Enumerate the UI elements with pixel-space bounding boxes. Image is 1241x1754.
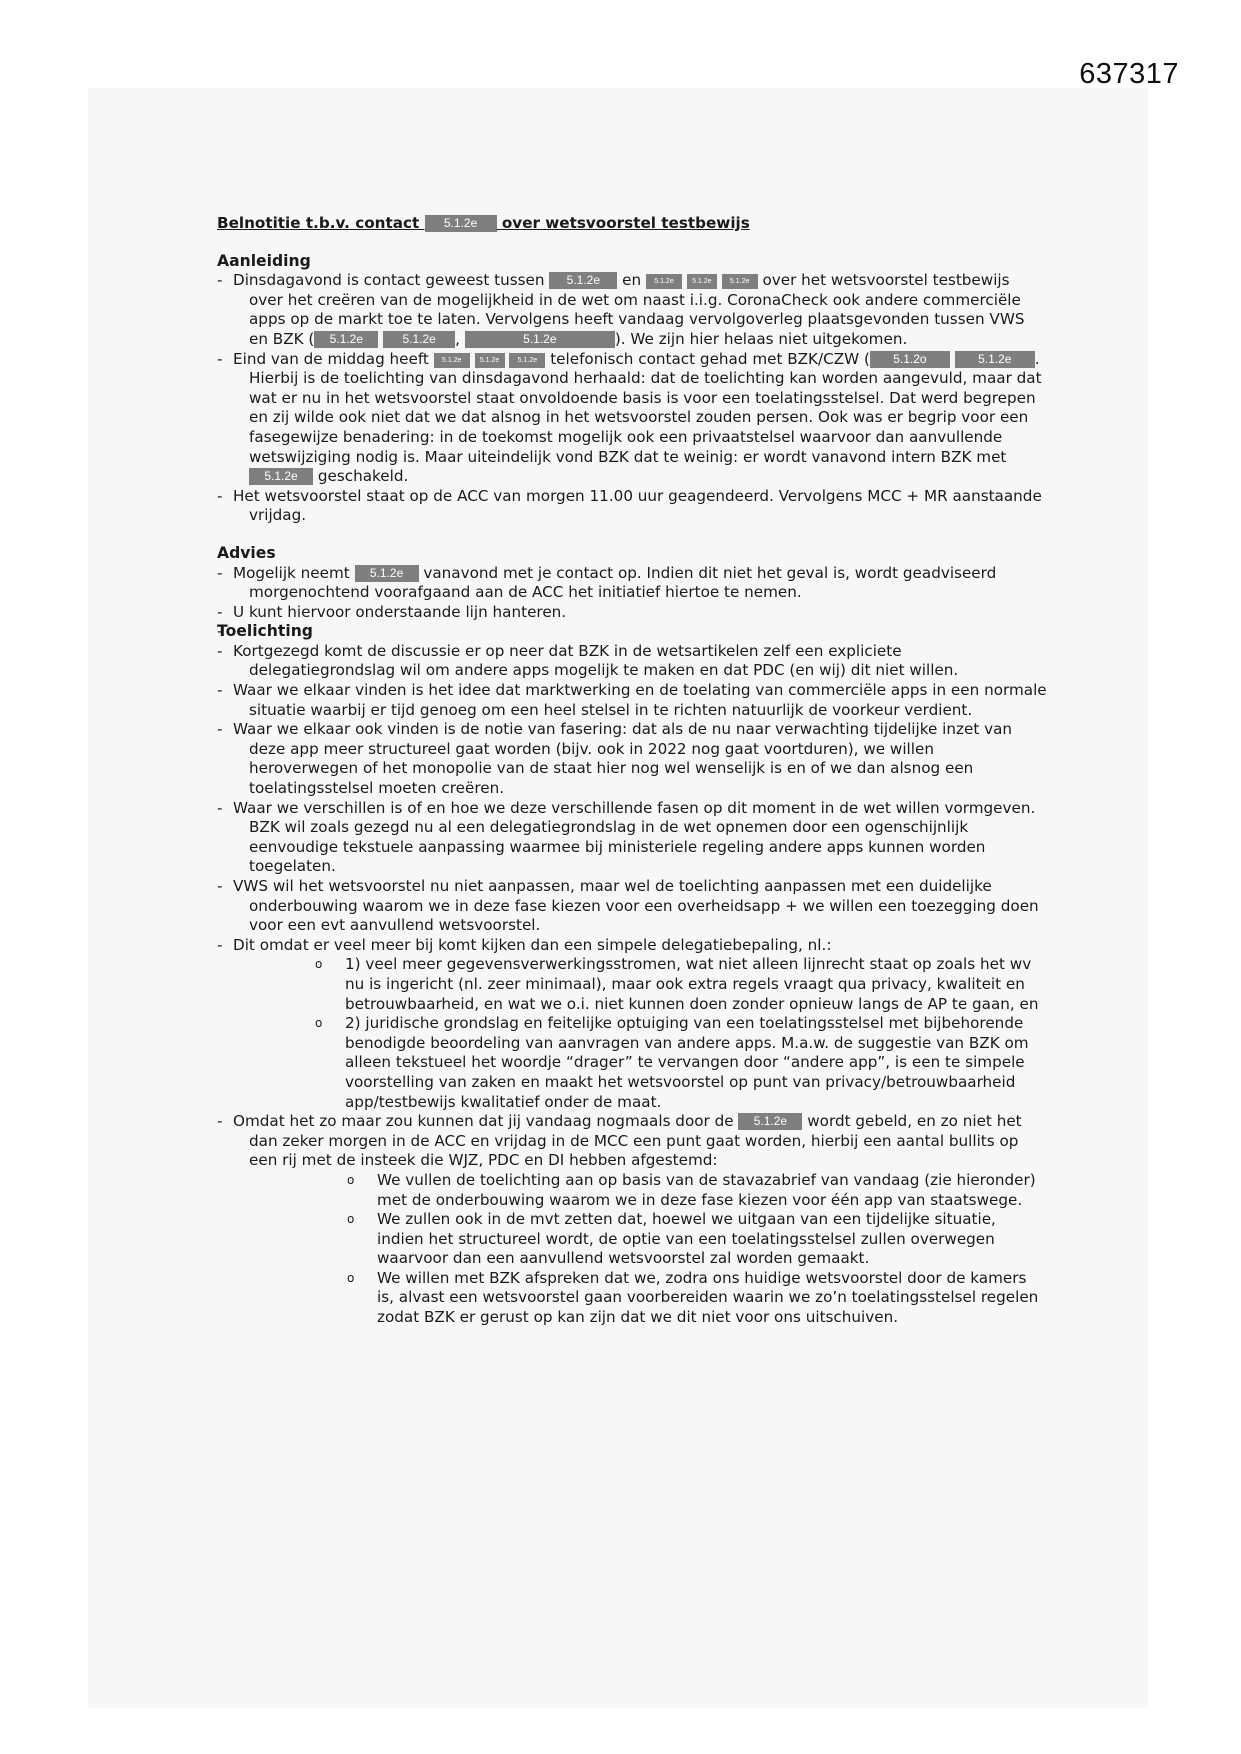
text-run: Dinsdagavond is contact geweest tussen [233, 271, 545, 290]
sub-list [249, 955, 1047, 1112]
list-item: - U kunt hiervoor onderstaande lijn hanteren. [217, 603, 1047, 623]
document-number: 637317 [1079, 58, 1179, 90]
list-item: - VWS wil het wetsvoorstel nu niet aanpassen, maar wel de toelichting aanpassen met een duidelijke onderbouwing waarom we in deze fase kiezen voor een overheidsapp + we willen een toezegging doen voor een evt aanvullend wetsvoorstel. [217, 877, 1047, 936]
list-item [217, 936, 1047, 1112]
text-run: telefonisch contact gehad met BZK/CZW ( [550, 349, 870, 368]
advies-list [217, 564, 1047, 623]
text-run: vanavond met je contact op. Indien dit niet het geval is, wordt geadviseerd morgenochtend voorafgaand aan de ACC het initiatief hiertoe te nemen. [249, 563, 997, 602]
redaction-box: 5.1.2e [955, 351, 1035, 368]
section-heading-aanleiding: Aanleiding [217, 251, 311, 270]
redaction-box: 5.1.2o [870, 351, 950, 368]
redaction-box: 5.1.2e [475, 353, 505, 368]
text-run: Mogelijk neemt [233, 563, 350, 582]
redaction-box: 5.1.2e [549, 272, 617, 289]
redaction-box: 5.1.2e [355, 565, 419, 582]
redaction-box: 5.1.2e [509, 353, 545, 368]
text-run: ). We zijn hier helaas niet uitgekomen. [614, 329, 908, 348]
redaction-box: 5.1.2e [249, 468, 313, 485]
text-run: over het wetsvoorstel testbewijs over het creëren van de mogelijkheid in de wet om naast i.i.g. CoronaCheck ook andere commerciële apps op de markt toe te laten. Vervolgens heeft vandaag vervolgoverleg plaatsgevonden tussen VWS en BZK ( [249, 271, 1025, 348]
redaction-box: 5.1.2e [314, 331, 378, 348]
text-run: . Hierbij is de toelichting van dinsdagavond herhaald: dat de toelichting kan worden aangevuld, maar dat wat er nu in het wetsvoorstel staat onvoldoende basis is voor een toelatingsstelsel. Dat werd begrepen en zij wilde ook niet dat we dat alsnog in het wetsvoorstel zouden persen. Ook was er begrip voor een fasegewijze benadering: in de toekomst mogelijk ook een privaatstelsel waarvoor dan aanvullende wetswijziging nodig is. Maar uiteindelijk vond BZK dat te weinig: er wordt vanavond intern BZK met [249, 349, 1042, 466]
redaction-box: 5.1.2e [425, 215, 497, 232]
sub-list-item: o We zullen ook in de mvt zetten dat, hoewel we uitgaan van een tijdelijke situatie, indien het structureel wordt, de optie van een toelatingsstelsel zullen overwegen waarvoor dan een aanvullend wetsvoorstel zal worden gemaakt. [377, 1210, 1047, 1269]
redaction-box: 5.1.2e [465, 331, 615, 348]
sub-list [249, 1171, 1047, 1328]
sub-list-item: o 2) juridische grondslag en feitelijke optuiging van een toelatingsstelsel met bijbehorende benodigde beoordeling van aanvragen van andere apps. M.a.w. de suggestie van BZK om alleen tekstueel het woordje “drager” te vervangen door “andere app”, is een te simpele voorstelling van zaken en maakt het wetsvoorstel op punt van privacy/betrouwbaarheid app/testbewijs kwalitatief onder de maat. [345, 1014, 1047, 1112]
redaction-box: 5.1.2e [434, 353, 470, 368]
redaction-box: 5.1.2e [738, 1113, 802, 1130]
text-run: en [622, 271, 642, 290]
sub-list-item: o 1) veel meer gegevensverwerkingsstromen, wat niet alleen lijnrecht staat op zoals het wv nu is ingericht (nl. zeer minimaal), maar ook extra regels vraagt qua privacy, kwaliteit en betrouwbaarheid, en wat we o.i. niet kunnen doen zonder opnieuw langs de AP te gaan, en [345, 955, 1047, 1014]
list-item [217, 1112, 1047, 1328]
redaction-box: 5.1.2e [687, 274, 717, 289]
section-heading-toelichting: Toelichting [217, 622, 313, 641]
text-run: Dit omdat er veel meer bij komt kijken dan een simpele delegatiebepaling, nl.: [233, 935, 832, 954]
toelichting-list [217, 642, 1047, 1328]
list-item: - Waar we verschillen is of en hoe we deze verschillende fasen op dit moment in de wet willen vormgeven. BZK wil zoals gezegd nu al een delegatiegrondslag in de wet opnemen door een ogenschijnlijk eenvoudige tekstuele aanpassing waarmee bij ministeriele regeling andere apps kunnen worden toegelaten. [217, 799, 1047, 877]
list-item: - Kortgezegd komt de discussie er op neer dat BZK in de wetsartikelen zelf een expliciete delegatiegrondslag wil om andere apps mogelijk te maken en dat PDC (en wij) dit niet willen. [217, 642, 1047, 681]
list-item: - Waar we elkaar vinden is het idee dat marktwerking en de toelating van commerciële apps in een normale situatie waarbij er tijd genoeg om een heel stelsel in te richten natuurlijk de voorkeur verdient. [217, 681, 1047, 720]
memo-title [217, 214, 1047, 234]
list-item: - Het wetsvoorstel staat op de ACC van morgen 11.00 uur geagendeerd. Vervolgens MCC + MR aanstaande vrijdag. [217, 487, 1047, 526]
title-part-1: Belnotitie t.b.v. contact [217, 214, 420, 232]
sub-list-item: o We vullen de toelichting aan op basis van de stavazabrief van vandaag (zie hieronder) met de onderbouwing waarom we in deze fase kiezen voor één app van staatswege. [377, 1171, 1047, 1210]
redaction-box: 5.1.2e [722, 274, 758, 289]
text-run: geschakeld. [317, 467, 409, 486]
list-item [217, 350, 1047, 487]
redaction-box: 5.1.2e [383, 331, 455, 348]
memo-page [217, 214, 1047, 1328]
section-heading-advies: Advies [217, 543, 276, 562]
sub-list-item: o We willen met BZK afspreken dat we, zodra ons huidige wetsvoorstel door de kamers is, alvast een wetsvoorstel gaan voorbereiden waarin we zo’n toelatingsstelsel regelen zodat BZK er gerust op kan zijn dat we dit niet voor ons uitschuiven. [377, 1269, 1047, 1328]
aanleiding-list [217, 271, 1047, 526]
redaction-box: 5.1.2e [646, 274, 682, 289]
text-run: Eind van de middag heeft [233, 349, 429, 368]
list-item: - Waar we elkaar ook vinden is de notie van fasering: dat als de nu naar verwachting tijdelijke inzet van deze app meer structureel gaat worden (bijv. ook in 2022 nog gaat voortduren), we willen heroverwegen of het monopolie van de staat hier nog wel wenselijk is en of we dan alsnog een toelatingsstelsel moeten creëren. [217, 720, 1047, 798]
title-part-2: over wetsvoorstel testbewijs [501, 214, 750, 232]
list-item [217, 564, 1047, 603]
text-run: , [455, 329, 460, 348]
text-run: Omdat het zo maar zou kunnen dat jij vandaag nogmaals door de [233, 1112, 734, 1131]
list-item [217, 271, 1047, 349]
text-run: wordt gebeld, en zo niet het dan zeker morgen in de ACC en vrijdag in de MCC een punt gaat worden, hierbij een aantal bullits op een rij met de insteek die WJZ, PDC en DI hebben afgestemd: [249, 1112, 1022, 1170]
